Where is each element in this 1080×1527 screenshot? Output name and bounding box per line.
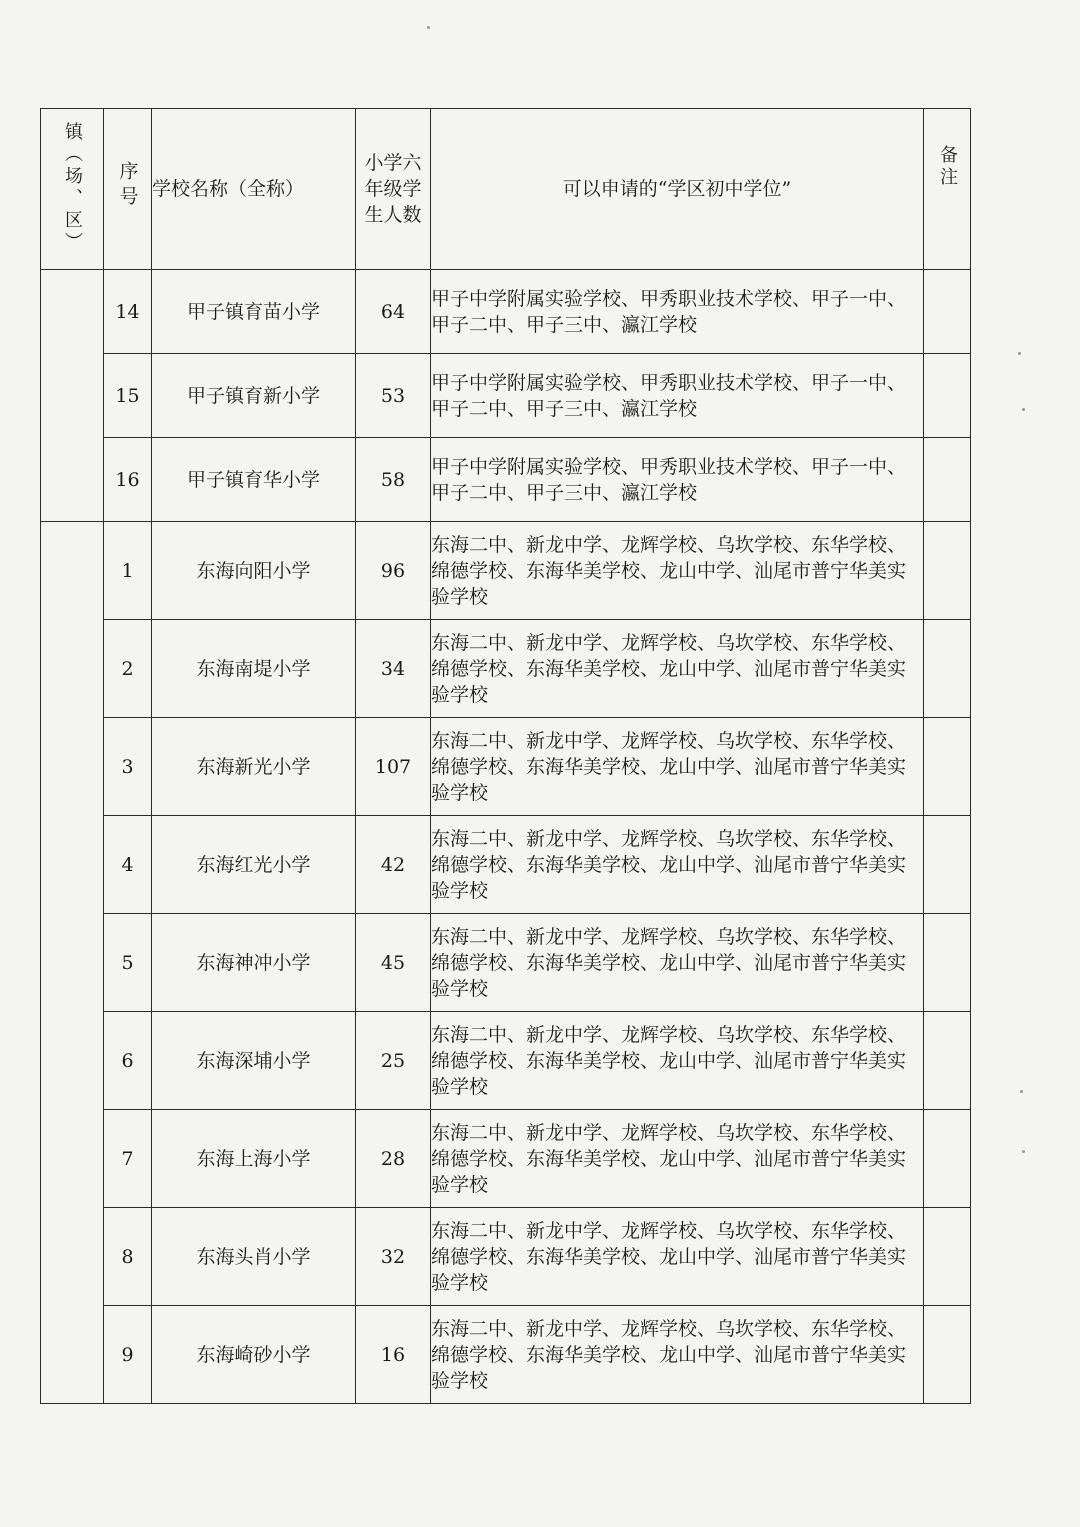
seq-cell: 7 xyxy=(104,1110,152,1208)
eligible-schools-cell: 东海二中、新龙中学、龙辉学校、乌坎学校、东华学校、绵德学校、东海华美学校、龙山中学、汕尾市普宁华美实验学校 xyxy=(431,1110,924,1208)
school-name-cell: 东海上海小学 xyxy=(152,1110,356,1208)
town-cell xyxy=(41,270,104,522)
header-note-label: 备注 xyxy=(937,145,958,189)
seq-cell: 5 xyxy=(104,914,152,1012)
table-row xyxy=(41,354,971,438)
student-count-cell: 28 xyxy=(356,1110,431,1208)
school-name-cell: 东海神冲小学 xyxy=(152,914,356,1012)
eligible-schools-cell: 东海二中、新龙中学、龙辉学校、乌坎学校、东华学校、绵德学校、东海华美学校、龙山中学、汕尾市普宁华美实验学校 xyxy=(431,816,924,914)
note-cell xyxy=(924,1306,971,1404)
scan-speck xyxy=(1020,1090,1023,1093)
student-count-cell: 107 xyxy=(356,718,431,816)
student-count-cell: 53 xyxy=(356,354,431,438)
table-row xyxy=(41,1208,971,1306)
header-seq xyxy=(104,109,152,270)
seq-cell: 15 xyxy=(104,354,152,438)
student-count-cell: 25 xyxy=(356,1012,431,1110)
header-schools: 可以申请的“学区初中学位” xyxy=(431,109,924,270)
student-count-cell: 45 xyxy=(356,914,431,1012)
seq-cell: 6 xyxy=(104,1012,152,1110)
seq-cell: 9 xyxy=(104,1306,152,1404)
school-name-cell: 东海南堤小学 xyxy=(152,620,356,718)
note-cell xyxy=(924,354,971,438)
school-name-cell: 东海深埔小学 xyxy=(152,1012,356,1110)
seq-cell: 8 xyxy=(104,1208,152,1306)
table-row xyxy=(41,914,971,1012)
table-row xyxy=(41,1012,971,1110)
student-count-cell: 58 xyxy=(356,438,431,522)
header-name: 学校名称（全称） xyxy=(152,109,356,270)
school-name-cell: 东海新光小学 xyxy=(152,718,356,816)
eligible-schools-cell: 东海二中、新龙中学、龙辉学校、乌坎学校、东华学校、绵德学校、东海华美学校、龙山中学、汕尾市普宁华美实验学校 xyxy=(431,620,924,718)
student-count-cell: 96 xyxy=(356,522,431,620)
header-row xyxy=(41,109,971,270)
seq-cell: 4 xyxy=(104,816,152,914)
student-count-cell: 42 xyxy=(356,816,431,914)
scan-speck xyxy=(1022,1150,1025,1153)
school-name-cell: 东海崎砂小学 xyxy=(152,1306,356,1404)
town-cell xyxy=(41,522,104,1404)
seq-cell: 2 xyxy=(104,620,152,718)
header-seq-label: 序号 xyxy=(116,160,139,211)
eligible-schools-cell: 甲子中学附属实验学校、甲秀职业技术学校、甲子一中、甲子二中、甲子三中、瀛江学校 xyxy=(431,438,924,522)
scan-speck xyxy=(1022,408,1025,411)
table-row xyxy=(41,718,971,816)
table-row xyxy=(41,522,971,620)
note-cell xyxy=(924,1012,971,1110)
header-note xyxy=(924,109,971,270)
eligible-schools-cell: 东海二中、新龙中学、龙辉学校、乌坎学校、东华学校、绵德学校、东海华美学校、龙山中学、汕尾市普宁华美实验学校 xyxy=(431,522,924,620)
school-name-cell: 甲子镇育新小学 xyxy=(152,354,356,438)
note-cell xyxy=(924,816,971,914)
table-row xyxy=(41,1306,971,1404)
scan-speck xyxy=(1018,352,1021,355)
eligible-schools-cell: 东海二中、新龙中学、龙辉学校、乌坎学校、东华学校、绵德学校、东海华美学校、龙山中学、汕尾市普宁华美实验学校 xyxy=(431,1012,924,1110)
eligible-schools-cell: 东海二中、新龙中学、龙辉学校、乌坎学校、东华学校、绵德学校、东海华美学校、龙山中学、汕尾市普宁华美实验学校 xyxy=(431,1208,924,1306)
student-count-cell: 64 xyxy=(356,270,431,354)
school-district-table xyxy=(40,108,971,1404)
school-name-cell: 东海向阳小学 xyxy=(152,522,356,620)
note-cell xyxy=(924,620,971,718)
table-row xyxy=(41,438,971,522)
student-count-cell: 32 xyxy=(356,1208,431,1306)
note-cell xyxy=(924,914,971,1012)
school-name-cell: 东海红光小学 xyxy=(152,816,356,914)
eligible-schools-cell: 甲子中学附属实验学校、甲秀职业技术学校、甲子一中、甲子二中、甲子三中、瀛江学校 xyxy=(431,270,924,354)
table-row xyxy=(41,620,971,718)
header-town xyxy=(41,109,104,270)
eligible-schools-cell: 东海二中、新龙中学、龙辉学校、乌坎学校、东华学校、绵德学校、东海华美学校、龙山中学、汕尾市普宁华美实验学校 xyxy=(431,914,924,1012)
note-cell xyxy=(924,522,971,620)
seq-cell: 14 xyxy=(104,270,152,354)
seq-cell: 16 xyxy=(104,438,152,522)
seq-cell: 1 xyxy=(104,522,152,620)
table-row xyxy=(41,816,971,914)
school-name-cell: 甲子镇育苗小学 xyxy=(152,270,356,354)
note-cell xyxy=(924,438,971,522)
note-cell xyxy=(924,718,971,816)
school-name-cell: 甲子镇育华小学 xyxy=(152,438,356,522)
table-row xyxy=(41,270,971,354)
eligible-schools-cell: 东海二中、新龙中学、龙辉学校、乌坎学校、东华学校、绵德学校、东海华美学校、龙山中学、汕尾市普宁华美实验学校 xyxy=(431,718,924,816)
header-count: 小学六年级学生人数 xyxy=(356,109,431,270)
student-count-cell: 16 xyxy=(356,1306,431,1404)
table-row xyxy=(41,1110,971,1208)
note-cell xyxy=(924,270,971,354)
note-cell xyxy=(924,1208,971,1306)
note-cell xyxy=(924,1110,971,1208)
header-town-label: 镇（场、区） xyxy=(62,121,83,254)
seq-cell: 3 xyxy=(104,718,152,816)
student-count-cell: 34 xyxy=(356,620,431,718)
school-name-cell: 东海头肖小学 xyxy=(152,1208,356,1306)
scan-speck xyxy=(427,26,430,29)
eligible-schools-cell: 甲子中学附属实验学校、甲秀职业技术学校、甲子一中、甲子二中、甲子三中、瀛江学校 xyxy=(431,354,924,438)
eligible-schools-cell: 东海二中、新龙中学、龙辉学校、乌坎学校、东华学校、绵德学校、东海华美学校、龙山中学、汕尾市普宁华美实验学校 xyxy=(431,1306,924,1404)
